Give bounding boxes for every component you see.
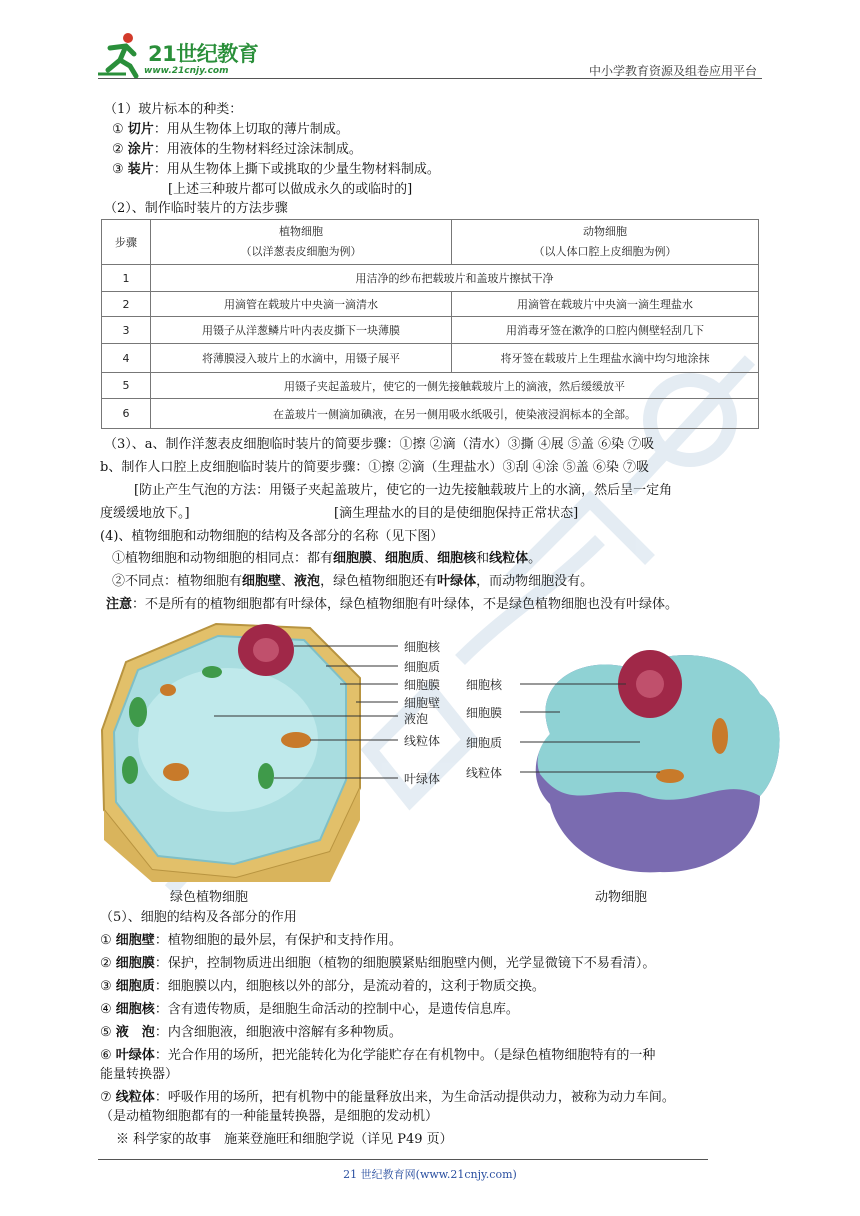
col-plant-sub: （以洋葱表皮细胞为例） [240,245,362,258]
step-number: 6 [102,399,151,429]
same-prefix: ①植物细胞和动物细胞的相同点：都有 [112,551,334,566]
section2-title: （2）、制作临时装片的方法步骤 [104,201,288,216]
step-animal: 用滴管在载玻片中央滴一滴生理盐水 [452,292,759,317]
section5-item [100,955,655,972]
note-text: ：不是所有的植物细胞都有叶绿体，绿色植物细胞有叶绿体，不是绿色植物细胞也没有叶绿体。 [132,597,679,612]
item-number: ① [112,122,124,137]
item-term: 涂片 [127,142,154,157]
item-number: ③ [100,979,112,994]
item-term: 切片 [127,122,154,137]
scientist-story: ※ 科学家的故事 施莱登施旺和细胞学说（详见 P49 页） [116,1132,453,1147]
item-number: ④ [100,1002,112,1017]
table-row [102,344,759,373]
plant-label-wall: 细胞壁 [404,696,441,710]
item-desc: ：光合作用的场所，把光能转化为化学能贮存在有机物中。（是绿色植物细胞特有的一种 [154,1048,656,1063]
step-shared: 在盖玻片一侧滴加碘液，在另一侧用吸水纸吸引，使染液浸润标本的全部。 [151,399,759,429]
section5-item [100,932,402,949]
item-term: 细胞质 [115,979,155,994]
plant-label-membrane: 细胞膜 [404,678,441,692]
section1-note: [上述三种玻片都可以做成永久的或临时的] [168,182,413,197]
item-desc: ：含有遗传物质，是细胞生命活动的控制中心，是遗传信息库。 [154,1002,519,1017]
step-number: 2 [102,292,151,317]
section3-line-b: b、制作人口腔上皮细胞临时装片的简要步骤：①擦 ②滴（生理盐水）③刮 ④涂 ⑤盖 ⑥染 ⑦吸 [100,460,649,475]
animal-label-cytoplasm: 细胞质 [466,736,503,750]
step-shared: 用镊子夹起盖玻片，使它的一侧先接触载玻片上的滴液，然后缓缓放平 [151,373,759,399]
table-header-row [102,220,759,265]
col-animal-title: 动物细胞 [583,225,627,238]
item-number: ① [100,933,112,948]
section4-same: ①植物细胞和动物细胞的相同点：都有细胞膜、细胞质、细胞核和线粒体。 [112,551,542,566]
term: 液泡 [294,574,321,589]
table-row [102,317,759,344]
col-plant-header [151,220,452,265]
section5-item [100,1024,402,1041]
item-term: 叶绿体 [115,1048,155,1063]
section5-item [100,1047,655,1064]
col-step-header: 步骤 [102,220,151,265]
term: 细胞核 [437,551,477,566]
section5-item-cont: （是动植物细胞都有的一种能量转换器，是细胞的发动机） [100,1109,439,1124]
plant-label-mitochondria: 线粒体 [404,734,441,748]
item-desc: ：内含细胞液，细胞液中溶解有多种物质。 [154,1025,402,1040]
plant-label-vacuole: 液泡 [404,712,429,726]
table-row [102,292,759,317]
step-plant: 将薄膜浸入玻片上的水滴中，用镊子展平 [151,344,452,373]
animal-label-mitochondria: 线粒体 [466,766,503,780]
item-desc: ：保护，控制物质进出细胞（植物的细胞膜紧贴细胞壁内侧，光学显微镜下不易看清）。 [154,956,656,971]
item-number: ② [112,142,124,157]
section5-item [100,978,545,995]
section5-item-cont: 能量转换器） [100,1067,179,1082]
item-number: ⑥ [100,1048,112,1063]
diff-end: ，而动物细胞没有。 [476,574,594,589]
step-number: 1 [102,265,151,292]
item-number: ③ [112,162,124,177]
item-term: 装片 [127,162,154,177]
section1-item [112,161,440,178]
item-number: ② [100,956,112,971]
note-term: 注意 [106,597,133,612]
col-animal-sub: （以人体口腔上皮细胞为例） [533,245,677,258]
plant-label-nucleus: 细胞核 [404,640,441,654]
term: 细胞壁 [242,574,282,589]
diff-mid: ，绿色植物细胞还有 [320,574,438,589]
item-term: 线粒体 [115,1090,155,1105]
col-animal-header [452,220,759,265]
step-plant: 用镊子从洋葱鳞片叶内表皮撕下一块薄膜 [151,317,452,344]
item-desc: ：细胞膜以内，细胞核以外的部分，是流动着的，这利于物质交换。 [154,979,545,994]
runner-logo-icon [96,30,146,78]
table-row [102,265,759,292]
item-number: ⑦ [100,1090,112,1105]
step-number: 5 [102,373,151,399]
section5-item [100,1089,675,1106]
step-number: 3 [102,317,151,344]
step-shared: 用洁净的纱布把载玻片和盖玻片擦拭干净 [151,265,759,292]
section4-note [106,596,678,613]
animal-label-nucleus: 细胞核 [466,678,503,692]
footer-link[interactable]: 21 世纪教育网(www.21cnjy.com) [343,1168,517,1181]
logo-url: www.21cnjy.com [144,66,229,76]
item-term: 细胞核 [115,1002,155,1017]
table-row [102,373,759,399]
section1-item [112,121,349,138]
animal-caption: 动物细胞 [595,890,648,905]
steps-table [101,219,759,429]
item-desc: ：呼吸作用的场所，把有机物中的能量释放出来，为生命活动提供动力，被称为动力车间。 [154,1090,675,1105]
section3-line-a: （3）、a、制作洋葱表皮细胞临时装片的简要步骤：①擦 ②滴（清水）③撕 ④展 ⑤盖 ⑥染 ⑦吸 [104,437,655,452]
section3-tip-cont: 度缓缓地放下。] [100,506,190,521]
item-desc: ：用液体的生物材料经过涂沫制成。 [153,142,362,157]
item-term: 细胞壁 [115,933,155,948]
section3-saline-note: [滴生理盐水的目的是使细胞保持正常状态] [334,506,579,521]
col-plant-title: 植物细胞 [279,225,323,238]
section1-title: （1）玻片标本的种类： [104,102,243,117]
animal-cell-illustration [520,624,790,876]
plant-label-chloroplast: 叶绿体 [404,772,441,786]
item-term: 液 泡 [115,1025,155,1040]
step-animal: 将牙签在载玻片上生理盐水滴中均匀地涂抹 [452,344,759,373]
footer-divider [98,1159,708,1160]
logo-text: 21世纪教育 [148,42,259,66]
plant-caption: 绿色植物细胞 [170,890,249,905]
section4-diff: ②不同点：植物细胞有细胞壁、液泡，绿色植物细胞还有叶绿体，而动物细胞没有。 [112,574,594,589]
item-number: ⑤ [100,1025,112,1040]
section4-title: (4)、植物细胞和动物细胞的结构及各部分的名称（见下图） [100,529,444,544]
item-desc: ：植物细胞的最外层，有保护和支持作用。 [154,933,402,948]
step-number: 4 [102,344,151,373]
item-desc: ：用从生物体上撕下或挑取的少量生物材料制成。 [153,162,440,177]
animal-label-membrane: 细胞膜 [466,706,503,720]
item-desc: ：用从生物体上切取的薄片制成。 [153,122,349,137]
diff-prefix: ②不同点：植物细胞有 [112,574,243,589]
step-animal: 用消毒牙签在漱净的口腔内侧壁轻刮几下 [452,317,759,344]
header-divider [98,78,762,79]
section5-item [100,1001,519,1018]
table-row [102,399,759,429]
section5-title: （5）、细胞的结构及各部分的作用 [100,910,297,925]
term: 线粒体 [489,551,529,566]
term: 细胞质 [385,551,425,566]
section1-item [112,141,362,158]
step-plant: 用滴管在载玻片中央滴一滴清水 [151,292,452,317]
term: 细胞膜 [333,551,373,566]
item-term: 细胞膜 [115,956,155,971]
section3-tip: [防止产生气泡的方法：用镊子夹起盖玻片，使它的一边先接触载玻片上的水滴，然后呈一定角 [134,483,673,498]
plant-cell-illustration [98,620,398,882]
site-logo[interactable] [96,30,266,82]
header-platform-name: 中小学教育资源及组卷应用平台 [588,64,757,78]
plant-label-cytoplasm: 细胞质 [404,660,441,674]
term: 叶绿体 [437,574,477,589]
